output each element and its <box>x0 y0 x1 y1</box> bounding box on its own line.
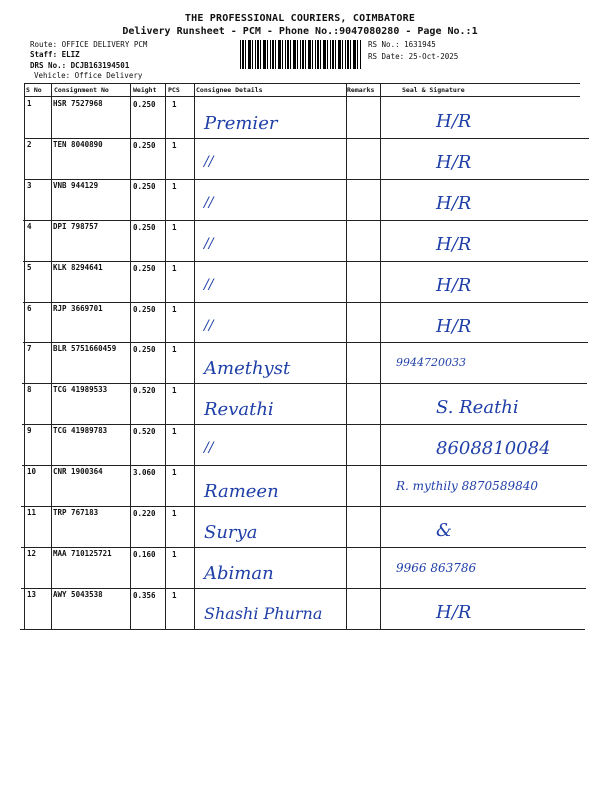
row-consignment-no: VNB 944129 <box>53 180 99 190</box>
row-weight: 0.160 <box>133 549 156 559</box>
header-details: Consignee Details <box>196 86 263 94</box>
row-weight: 0.250 <box>133 100 156 109</box>
barcode <box>240 40 362 69</box>
row-signature-handwriting: H/R <box>436 274 472 296</box>
row-consignment-no: RJP 3669701 <box>53 303 103 313</box>
row-signature-handwriting: H/R <box>436 233 472 255</box>
row-sno: 9 <box>27 426 32 436</box>
row-separator <box>21 506 586 507</box>
row-sno: 11 <box>27 508 37 517</box>
row-pcs: 1 <box>172 140 177 150</box>
row-consignment-no: BLR 5751660459 <box>53 344 117 354</box>
row-sno: 5 <box>27 262 32 272</box>
route-label: Route: OFFICE DELIVERY PCM <box>30 40 148 49</box>
row-signature-handwriting: 8608810084 <box>436 438 551 460</box>
row-pcs: 1 <box>172 345 177 355</box>
row-weight: 0.250 <box>133 140 156 150</box>
row-separator <box>23 302 588 303</box>
row-sno: 10 <box>27 467 37 477</box>
column-divider <box>165 83 166 629</box>
row-consignment-no: TCG 41989533 <box>53 385 108 395</box>
row-pcs: 1 <box>172 386 177 396</box>
row-weight: 0.220 <box>133 509 156 518</box>
staff-label: Staff: ELIZ <box>30 50 80 59</box>
row-sno: 12 <box>27 548 37 558</box>
row-signature-handwriting: & <box>436 520 453 541</box>
row-weight: 0.520 <box>133 386 156 396</box>
row-signature-handwriting: H/R <box>436 192 472 214</box>
row-signature-handwriting: H/R <box>436 601 472 623</box>
row-sno: 8 <box>27 385 32 395</box>
row-separator <box>20 629 585 630</box>
column-divider <box>194 83 195 629</box>
row-weight: 0.250 <box>133 304 156 314</box>
rs-date: RS Date: 25-Oct-2025 <box>368 52 459 61</box>
row-pcs: 1 <box>172 509 177 518</box>
rs-number: RS No.: 1631945 <box>368 40 436 49</box>
row-sno: 6 <box>27 303 32 313</box>
row-sno: 3 <box>27 180 32 190</box>
row-consignment-no: MAA 710125721 <box>53 548 112 558</box>
row-pcs: 1 <box>172 549 177 559</box>
row-separator <box>23 261 588 262</box>
row-signature-handwriting: S. Reathi <box>436 397 519 419</box>
row-consignment-no: DPI 798757 <box>53 221 99 231</box>
row-signature-handwriting: H/R <box>436 315 472 337</box>
column-divider <box>380 83 381 629</box>
row-consignee-handwriting: // <box>204 235 214 252</box>
column-divider <box>24 83 25 629</box>
row-consignee-handwriting: // <box>204 194 214 211</box>
row-signature-handwriting: 9944720033 <box>396 356 466 370</box>
row-consignee-handwriting: // <box>204 317 214 334</box>
row-separator <box>23 220 588 221</box>
row-sno: 13 <box>27 589 37 599</box>
row-consignee-handwriting: // <box>204 440 214 457</box>
row-weight: 0.250 <box>133 222 156 232</box>
row-weight: 0.520 <box>133 427 156 437</box>
table-top-border <box>24 83 580 84</box>
row-consignee-handwriting: Surya <box>204 522 258 543</box>
row-separator <box>22 424 587 425</box>
row-separator <box>21 547 586 548</box>
header-remarks: Remarks <box>347 86 375 94</box>
row-consignment-no: TEN 8040890 <box>53 139 103 149</box>
row-pcs: 1 <box>172 263 177 273</box>
row-pcs: 1 <box>172 100 177 109</box>
header-seal: Seal & Signature <box>402 86 465 94</box>
row-consignment-no: TRP 767183 <box>53 508 99 517</box>
header-weight: Weight <box>133 86 157 94</box>
row-consignee-handwriting: Shashi Phurna <box>204 603 323 623</box>
row-consignment-no: TCG 41989783 <box>53 426 108 436</box>
row-pcs: 1 <box>172 590 177 600</box>
row-weight: 3.060 <box>133 468 156 478</box>
row-sno: 4 <box>27 221 32 231</box>
row-consignee-handwriting: // <box>204 276 214 293</box>
row-weight: 0.250 <box>133 263 156 273</box>
rs-info <box>368 39 458 63</box>
row-pcs: 1 <box>172 222 177 232</box>
page-title: THE PROFESSIONAL COURIERS, COIMBATORE <box>184 13 416 24</box>
row-separator <box>23 342 588 343</box>
header-bottom-border <box>24 96 580 97</box>
column-divider <box>130 83 131 629</box>
row-separator <box>22 465 587 466</box>
row-signature-handwriting: H/R <box>436 151 472 173</box>
row-consignee-handwriting: Rameen <box>204 481 279 503</box>
row-consignee-handwriting: // <box>204 153 214 170</box>
header-sno: S No <box>26 86 42 94</box>
column-divider <box>51 83 52 629</box>
vehicle-label: Vehicle: Office Delivery <box>34 71 143 80</box>
row-pcs: 1 <box>172 427 177 437</box>
row-separator <box>22 383 587 384</box>
row-signature-handwriting: 9966 863786 <box>396 560 477 575</box>
row-consignment-no: CNR 1900364 <box>53 467 103 477</box>
row-consignee-handwriting: Premier <box>204 113 278 134</box>
page-subtitle: Delivery Runsheet - PCM - Phone No.:9047080280 - Page No.:1 <box>122 26 478 37</box>
row-separator <box>24 138 589 139</box>
row-signature-handwriting: R. mythily 8870589840 <box>396 479 538 494</box>
row-consignment-no: HSR 7527968 <box>53 99 103 108</box>
header-consignment: Consignment No <box>54 86 109 94</box>
row-consignment-no: KLK 8294641 <box>53 262 103 272</box>
row-sno: 7 <box>27 344 32 354</box>
row-consignee-handwriting: Revathi <box>204 399 274 421</box>
row-consignee-handwriting: Abiman <box>204 562 274 584</box>
drs-label: DRS No.: DCJB163194501 <box>30 61 130 70</box>
column-divider <box>346 83 347 629</box>
row-separator <box>21 588 586 589</box>
row-separator <box>24 179 589 180</box>
row-weight: 0.356 <box>133 590 156 600</box>
row-sno: 2 <box>27 139 32 149</box>
row-consignment-no: AWY 5043538 <box>53 589 103 599</box>
row-weight: 0.250 <box>133 345 156 355</box>
row-weight: 0.250 <box>133 181 156 191</box>
row-pcs: 1 <box>172 468 177 478</box>
row-consignee-handwriting: Amethyst <box>204 358 291 380</box>
row-signature-handwriting: H/R <box>436 111 472 132</box>
row-sno: 1 <box>27 99 32 108</box>
row-pcs: 1 <box>172 181 177 191</box>
row-pcs: 1 <box>172 304 177 314</box>
header-pcs: PCS <box>168 86 180 94</box>
